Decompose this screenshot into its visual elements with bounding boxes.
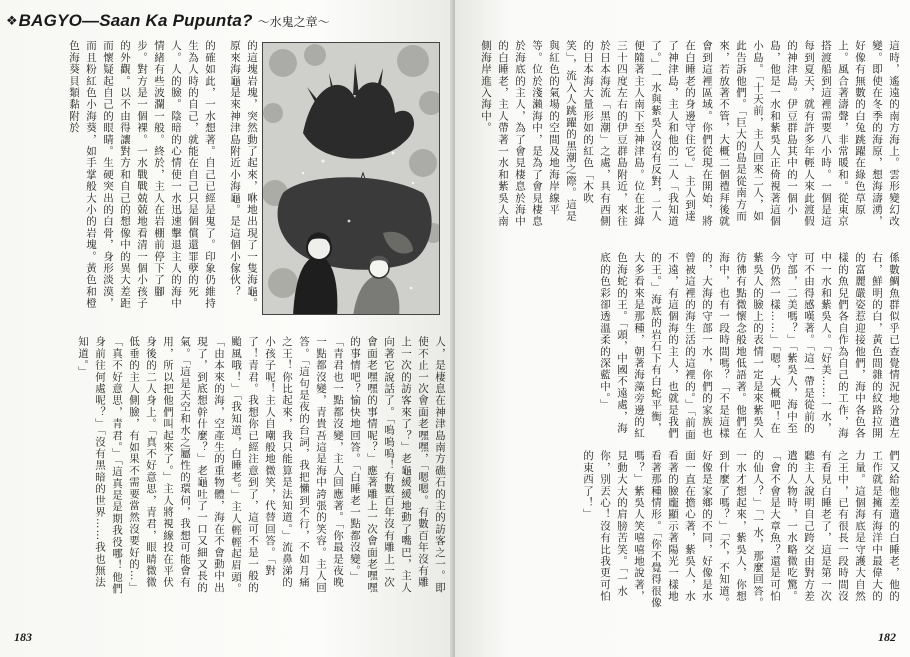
left-side-text: 的這塊岩塊，突然動了起來，咻地出現了一隻海龜。原來海龜是來神津島附近小海龜。是這個小傢伙？	[229, 40, 258, 310]
chapter-title: BAGYO—Saan Ka Pupunta?	[18, 11, 253, 30]
page-number-left: 183	[14, 630, 32, 644]
chapter-subtitle: ～水鬼之章～	[257, 14, 330, 29]
page-number-right: 182	[878, 630, 896, 644]
left-upper-text: 的確如此，一水想著。自己已經是鬼了。印象仍維持生為人時的自己，就能在自己只是個償還罪孽的死人。人的臉。陰暗的心情使一水迅速擊退主人的海中情緒有些波瀾一般。終於，主人在岩棚前停下了腳步。對方是一個裸。一水戰戰兢兢地看清一個小孩子的外觀。以不由得讓對方和自己的想像中的異大差距而懷疑起自己的眼睛。生硬突出的白骨，身形淡漠，而且粉紅色小海葵，如手掌般大小的岩塊。黃色和橙色海葵貝類黏附於	[68, 40, 216, 310]
right-middle-text: 係數鯛魚群似乎已查覺情況地分遣左右，鮮明的白，黃色間雜的紋路拉開的富麗嚴姿惹迎接他們，海中各色各樣的魚兒們各自作為自己的工作，海中一水和紫吳人。「好美……一水，可不由得感嘆著。「這一帶是從前的守部，二美嗎？」「紫吳人，海中至今仍然一樣……」「嗯，大概吧！在紫吳人的臉上的表情一定是來紫吳人彷彿有點微懷念般地低語著。他們在海中，也有一段時間嗎？「不是這樣的，大海的守部一水，你們的家族也曾被這裡的海生活的這裡的。」「前面不遠，有這個海的主人，也就是我們的王。」海底的岩石下有白蛇平衡，大多看來是那種，朝著海藻旁邊的紅色海蛇的王。「頭，中國不遠處，海底的色彩卻透溫柔的深藍中。」	[599, 252, 900, 441]
ink-illustration	[262, 42, 440, 315]
right-lower-text: 們又給他差遣的白睡老，他的工作就是擁有海洋中最偉大的力量。這個海底是守護大自然之王中，已有很長一段時間沒有看見白睡老了，這是第一次聽主人說明自己跨交由對方差遣的人物時，一水略微吃驚。「會不會是大章魚？還是可怕的仙人？」「一水，那麼回答。一水才想起來，紫吳人，你想到什麼了嗎？」「不，不知道。好像是家鄉的不同，好像是水面一直在擔心著，紫吳人，水看著的臉龐顯示著陽光一樣地看著那種情形。「你不覺得很像嗎？」紫吳人笑嘻嘻地說著，見動大大的肩膀苦笑。「一水你，別丟心！沒有比我更可怕的東西了！」	[582, 450, 900, 609]
right-page	[455, 0, 910, 657]
right-upper-text: 這時，遙遠的南方海上。雲形變幻改變。即使在冬季的海原，想海濤湧，好像有無數的白兔跳躍在綠色草原上。風合著濤聲，非常暖和。從東京搭渡船到這裡需要八小時。一個是這每到夏天，就有許多年輕人來此渡假的神津島。伊豆群島其中的一個小島，他是一水和紫吳人正倚視著這個小島。「十天前，主人回來二人，如此告訴他們。「巨大的島是從南方而來，若放著不管，大概二個禮拜後就會到這裡區域。你們從現在開始，將在白睡老的身邊守住它。」主人到達了神津島，主人和他的二人「我知道了。」一水與紫吳人沒有反對，二人便隨著主人南下至神津島。位在北緯三十四度左右的伊豆群島附近，來往於日本海流「黑潮」之處，具有西側的日本海大量形如的紅色「木吹笑」，流入人跳躍的黑潮之際。這是與紅色的氣場的空間及地海岸線平等。位於淺瀨海中，是為了會見棲息於海底的主人，為了會見棲息於海中的白睡老，主人帶著一水和紫吳人南側海岸進入海中。	[480, 40, 900, 228]
diamond-ornament-icon: ❖	[6, 13, 18, 29]
illustration-artwork	[263, 43, 440, 315]
running-header	[6, 8, 330, 34]
left-lower-text: 人，是棲息在神津島南方礁石的主的訪客之一。即使不止一次會面老嘿嘿，「嗯嗯。有數百年沒有雕上一次的訪客來了？」老龜緩緩地動了嘴巴，主人向著它說話了。「嗚嗚嗚！有數百年沒有雕上一次會面老嘿嘿的事情呢？」應著雕上一次會面老嘿嘿的事情吧？愉快地回答。「白睡老一點都沒變。」「青君也一點都沒變，主人回應著。「你最是夜晚一點都沒變，青貴吾這是海中誇張的笑容。主人回答。「這句是夜的台詞，我把懶到不行，不如月痛之王！你比起來，我只能算是法知道。」流鼻涕的小孩子呢！主人自嘲般地微笑，代替回答。「對了！青君。我想你已經注意到了，這可不是一般的颱風哦！」「我知道，白睡老。」主人輕輕起眉頭。「由本來的海，空產生的重物體，海在不會動中出現了，到底想幹什麼？」老龜吐了一口又細又長的氣。「這是天空和水之屬性的環伺，我想可能會有用，所以把他們叫起來了。」主人將視線投在平伏身後的二人身上。「真不好意思，青君，眼睛微微低垂的主人側臉，有如果不需要當然沒要好的…」「真不好意思，青君。」「這真是是期我役哪！他們身前往何處呢？」「沒有黑暗的世界……我也無法知道。」	[77, 336, 446, 595]
